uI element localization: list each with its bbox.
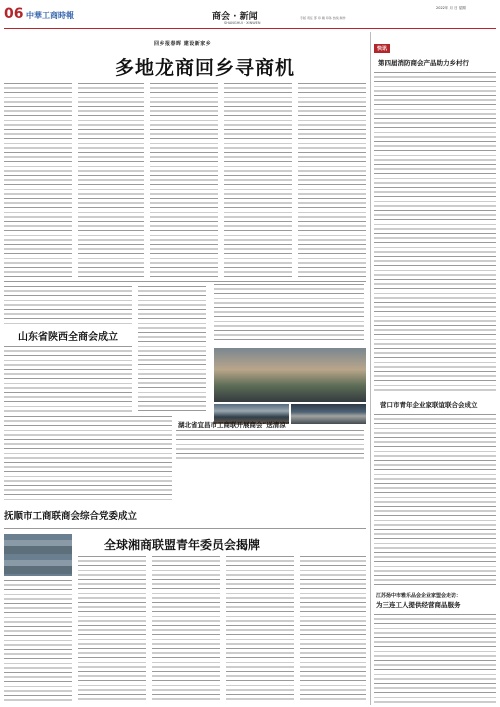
masthead <box>0 0 500 30</box>
date-line: 2022年 月 日 星期 <box>436 6 466 10</box>
paper-name: 中華工商時報 <box>26 10 74 20</box>
sidebar-story-c-line-2: 为三连工人提供经营商品服务 <box>376 601 461 609</box>
photo-caption <box>176 418 366 464</box>
photo-caption-headline: 湖北省宜昌市工商联开展商会“送清凉” <box>178 421 290 429</box>
top-story-col-1 <box>4 83 72 279</box>
story-2-headline: 山东省陕西全商会成立 <box>18 332 118 343</box>
photo-main <box>214 348 366 402</box>
story-4-headline: 全球湘商联盟青年委员会揭牌 <box>104 538 261 552</box>
story-3 <box>4 416 174 526</box>
info-line: 专版 责任 部 印 刷 印务 热线 制作 <box>300 16 346 20</box>
top-story-col-3 <box>150 83 218 279</box>
sidebar-divider <box>370 32 371 705</box>
story-2-text-a <box>4 286 132 324</box>
story-4 <box>4 530 366 705</box>
sidebar-story-b-headline: 营口市青年企业家联谊联合会成立 <box>380 401 478 409</box>
story-4-photo <box>4 534 72 576</box>
top-story-col-2 <box>78 83 144 279</box>
section-title: 商会 · 新闻 <box>212 12 258 22</box>
top-story-headline: 多地龙商回乡寻商机 <box>115 57 296 79</box>
top-story-col-5 <box>298 83 366 279</box>
sidebar-label: 快讯 <box>374 44 390 53</box>
photo-caption-text <box>176 430 364 462</box>
top-story-kicker: 回乡报春晖 建设新家乡 <box>154 41 212 47</box>
sidebar-story-a-text <box>374 72 496 394</box>
sidebar <box>374 32 496 705</box>
divider-top <box>4 281 366 282</box>
story-4-col-3 <box>226 556 294 702</box>
sidebar-story-b-text <box>374 414 496 586</box>
story-2-text-c <box>138 286 206 412</box>
page-number: 06 <box>4 6 24 22</box>
sidebar-story-c-text <box>374 614 496 704</box>
story-3-headline: 抚顺市工商联商会综合党委成立 <box>4 511 138 522</box>
photo-block <box>214 284 366 424</box>
sidebar-story-c-line-1: 江苏扬中市雅乐品会企业家盟会走访： <box>376 593 462 599</box>
story-4-text-left <box>4 580 72 702</box>
story-4-col-4 <box>300 556 366 702</box>
sidebar-story-a-headline: 第四届消防商会产品助力乡村行 <box>378 59 469 67</box>
story-3-text <box>4 416 172 500</box>
story-2-text-b <box>4 346 132 412</box>
photo-text <box>214 284 364 344</box>
section-subtitle: SHANGHUI · XINWEN <box>224 21 261 25</box>
masthead-rule <box>4 28 496 29</box>
divider-mid <box>4 528 366 529</box>
top-story-col-4 <box>224 83 292 279</box>
story-4-col-1 <box>78 556 146 702</box>
top-story <box>4 32 366 280</box>
story-4-col-2 <box>152 556 220 702</box>
